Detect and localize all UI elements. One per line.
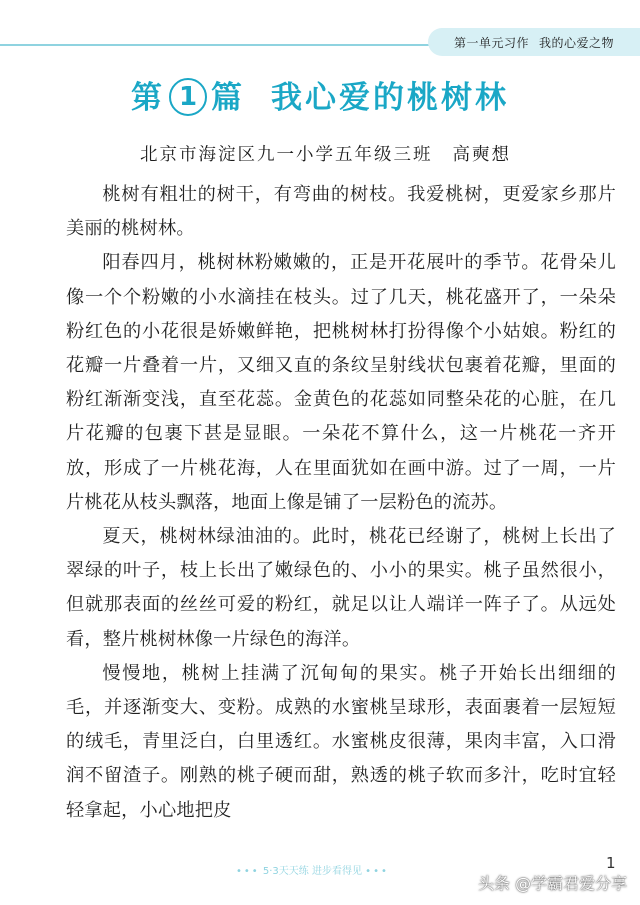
paragraph: 慢慢地，桃树上挂满了沉甸甸的果实。桃子开始长出细细的毛，并逐渐变大、变粉。成熟的水蜜桃呈球形，表面裹着一层短短的绒毛，青里泛白，白里透红。水蜜桃皮很薄，果肉丰富，入口滑润不留渣子。刚熟的桃子硬而甜，熟透的桃子软而多汁，吃时宜轻轻拿起，小心地把皮 bbox=[66, 662, 616, 821]
topic-label: 我的心爱之物 bbox=[539, 35, 615, 50]
unit-tab bbox=[428, 28, 640, 56]
paragraph: 夏天，桃树林绿油油的。此时，桃花已经谢了，桃树上长出了翠绿的叶子，枝上长出了嫩绿色的、小小的果实。桃子虽然很小，但就那表面的丝丝可爱的粉红，就足以让人端详一阵子了。从远处看，整片桃树林像一片绿色的海洋。 bbox=[66, 526, 616, 650]
footer-banner bbox=[236, 862, 389, 877]
paragraph: 桃树有粗壮的树干，有弯曲的树枝。我爱桃树，更爱家乡那片美丽的桃树林。 bbox=[66, 184, 616, 240]
paragraph: 阳春四月，桃树林粉嫩嫩的，正是开花展叶的季节。花骨朵儿像一个个粉嫩的小水滴挂在枝头。过了几天，桃花盛开了，一朵朵粉红色的小花很是娇嫩鲜艳，把桃树林打扮得像个小姑娘。粉红的花瓣一片叠着一片，又细又直的条纹呈射线状包裹着花瓣，里面的粉红渐渐变浅，直至花蕊。金黄色的花蕊如同整朵花的心脏，在几片花瓣的包裹下甚是显眼。一朵花不算什么，这一片桃花一齐开放，形成了一片桃花海，人在里面犹如在画中游。过了一周，一片片桃花从枝头飘落，地面上像是铺了一层粉色的流苏。 bbox=[66, 252, 616, 513]
footer-dots-left: ••• bbox=[236, 866, 260, 877]
footer-brand: 5·3天天练 bbox=[262, 866, 309, 877]
author-school: 北京市海淀区九一小学五年级三班 bbox=[140, 145, 433, 165]
author-name: 高奭想 bbox=[452, 145, 511, 165]
title-prefix: 第 bbox=[131, 80, 165, 116]
chapter-number-badge: 1 bbox=[169, 78, 207, 116]
unit-label: 第一单元习作 bbox=[453, 35, 529, 50]
author-line bbox=[140, 141, 511, 166]
title-suffix: 篇 bbox=[211, 80, 245, 116]
watermark: 头条 @学霸君爱分享 bbox=[478, 874, 628, 893]
title-text: 我心爱的桃树林 bbox=[271, 80, 509, 116]
footer-slogan: 进步看得见 bbox=[311, 866, 362, 877]
footer-dots-right: ••• bbox=[365, 866, 389, 877]
essay-body bbox=[66, 178, 616, 828]
page-title bbox=[0, 72, 640, 117]
page-number: 1 bbox=[606, 854, 616, 872]
